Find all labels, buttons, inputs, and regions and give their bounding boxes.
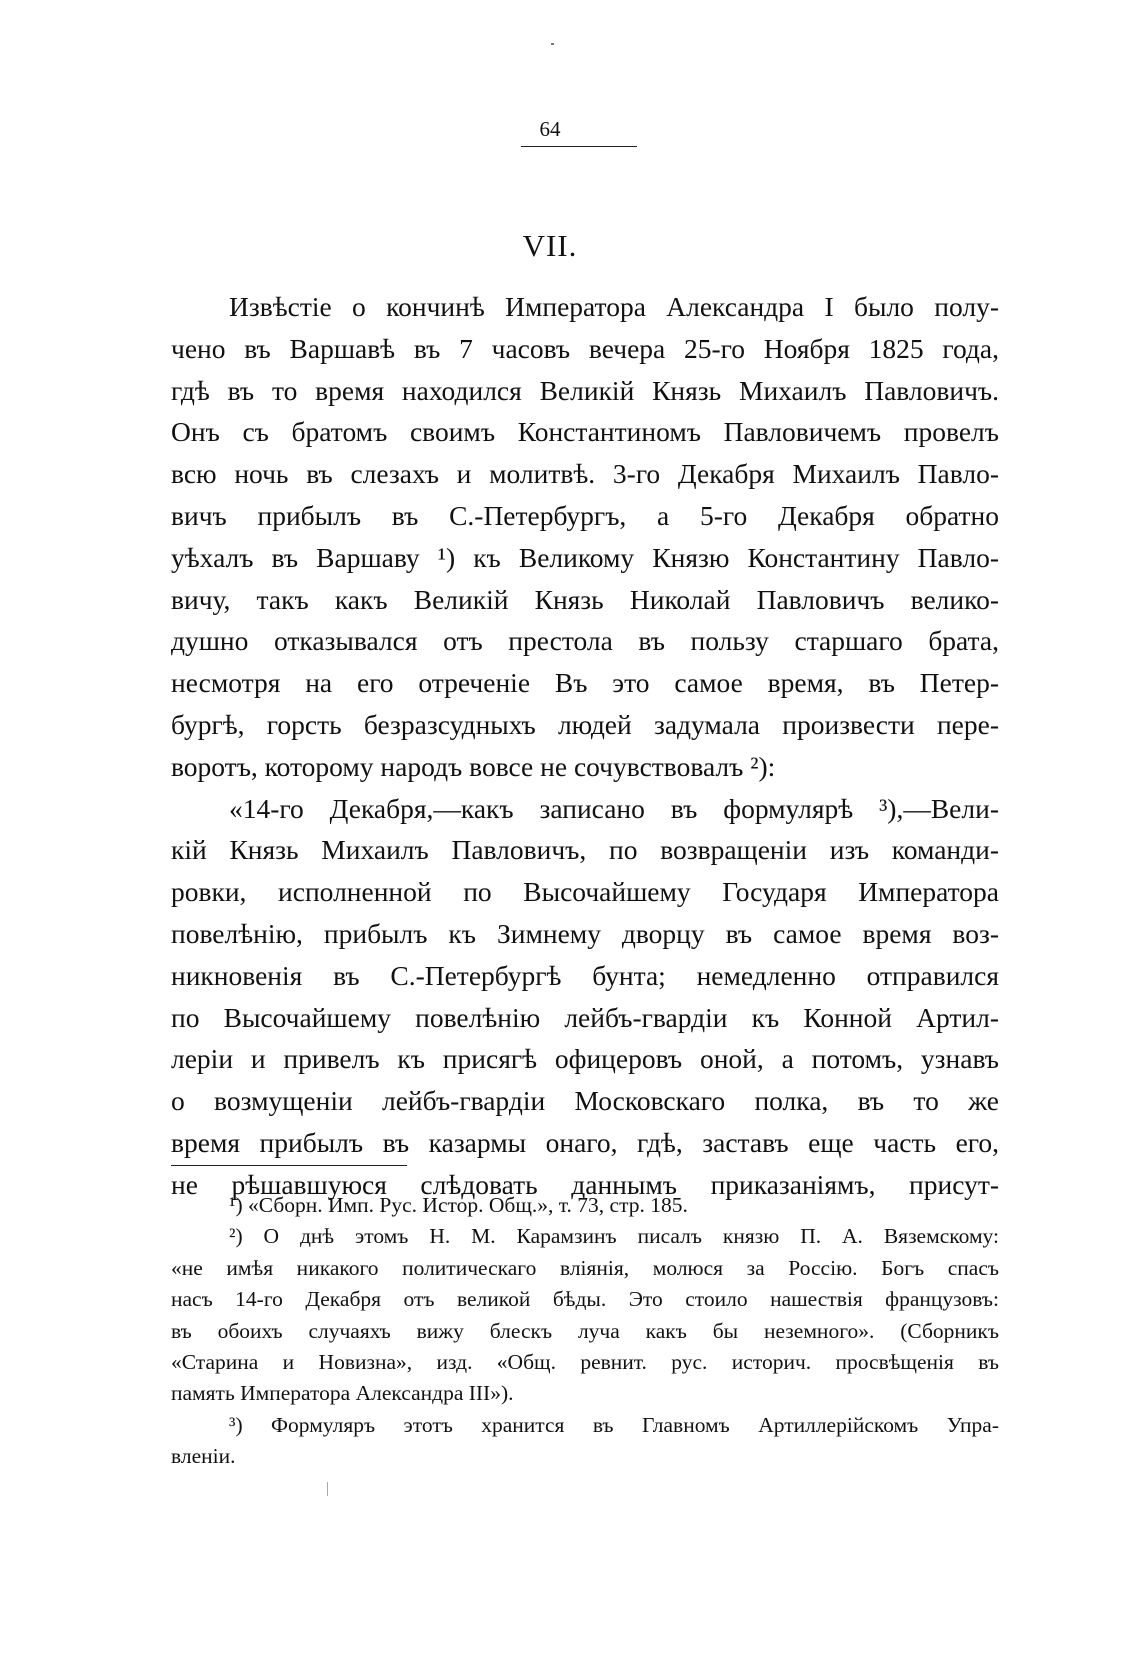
text-line: воротъ, которому народъ вовсе не сочувствовалъ ²): (171, 750, 776, 782)
text-line: несмотря на его отреченіе Въ это самое время, въ Петер- (171, 667, 999, 699)
text-line: ровки, исполненной по Высочайшему Государя Императора (171, 876, 999, 908)
scan-speck (551, 43, 554, 45)
text-line: Онъ съ братомъ своимъ Константиномъ Павловичемъ провелъ (171, 416, 999, 448)
text-line: Извѣстіе о кончинѣ Императора Александра I было полу- (229, 291, 999, 322)
footnote-line: «Старина и Новизна», изд. «Общ. ревнит. рус. историч. просвѣщенія въ (171, 1349, 999, 1374)
text-line: уѣхалъ въ Варшаву ¹) къ Великому Князю Константину Павло- (171, 541, 999, 573)
text-line: чено въ Варшавѣ въ 7 часовъ вечера 25-го Ноября 1825 года, (171, 332, 999, 364)
page-number-rule (521, 146, 637, 147)
text-line: леріи и привелъ къ присягѣ офицеровъ оной, а потомъ, узнавъ (171, 1043, 999, 1075)
text-line: по Высочайшему повелѣнію лейбъ-гвардіи къ Конной Артил- (171, 1001, 999, 1033)
footnote-line: насъ 14-го Декабря отъ великой бѣды. Это стоило нашествія французовъ: (171, 1287, 999, 1312)
text-line: всю ночь въ слезахъ и молитвѣ. 3-го Декабря Михаилъ Павло- (171, 458, 999, 490)
text-line: вичу, такъ какъ Великій Князь Николай Павловичъ велико- (171, 583, 999, 615)
text-line: кій Князь Михаилъ Павловичъ, по возвращеніи изъ команди- (171, 834, 999, 866)
footnote-line: въ обоихъ случаяхъ вижу блескъ луча какъ бы неземного». (Сборникъ (171, 1318, 999, 1343)
page-number: 64 (539, 117, 561, 141)
text-line: никновенія въ С.-Петербургѣ бунта; немедленно отправился (171, 959, 999, 991)
footnote-line: память Императора Александра III»). (171, 1381, 514, 1406)
scan-speck (327, 1482, 328, 1496)
footnote-line: ²) О днѣ этомъ Н. М. Карамзинъ писалъ князю П. А. Вяземскому: (229, 1224, 999, 1249)
chapter-heading: VII. (522, 228, 578, 263)
text-line: о возмущеніи лейбъ-гвардіи Московскаго полка, въ то же (171, 1085, 999, 1117)
footnote-rule (171, 1165, 407, 1166)
footnote-line: ¹) «Сборн. Имп. Рус. Истор. Общ.», т. 73, стр. 185. (229, 1193, 688, 1217)
text-line: гдѣ въ то время находился Великій Князь Михаилъ Павловичъ. (171, 374, 999, 406)
footnote-line: «не имѣя никакого политическаго вліянія, молюся за Россію. Богъ спасъ (171, 1255, 999, 1280)
footnotes (171, 1190, 999, 1473)
text-line: время прибылъ въ казармы онаго, гдѣ, заставъ еще часть его, (171, 1126, 999, 1158)
text-line: повелѣнію, прибылъ къ Зимнему дворцу въ самое время воз- (171, 917, 999, 949)
footnote-line: ³) Формуляръ этотъ хранится въ Главномъ Артиллерійскомъ Упра- (229, 1412, 999, 1437)
text-line: душно отказывался отъ престола въ пользу старшаго брата, (171, 625, 999, 657)
text-line: «14-го Декабря,—какъ записано въ формулярѣ ³),—Вели- (229, 792, 999, 824)
text-line: не рѣшавшуюся слѣдовать даннымъ приказаніямъ, присут- (171, 1168, 999, 1200)
body-text (171, 286, 999, 1206)
footnote-line: вленіи. (171, 1444, 236, 1469)
text-line: вичъ прибылъ въ С.-Петербургъ, а 5-го Декабря обратно (171, 499, 999, 531)
text-line: бургѣ, горсть безразсудныхъ людей задумала произвести пере- (171, 708, 999, 740)
